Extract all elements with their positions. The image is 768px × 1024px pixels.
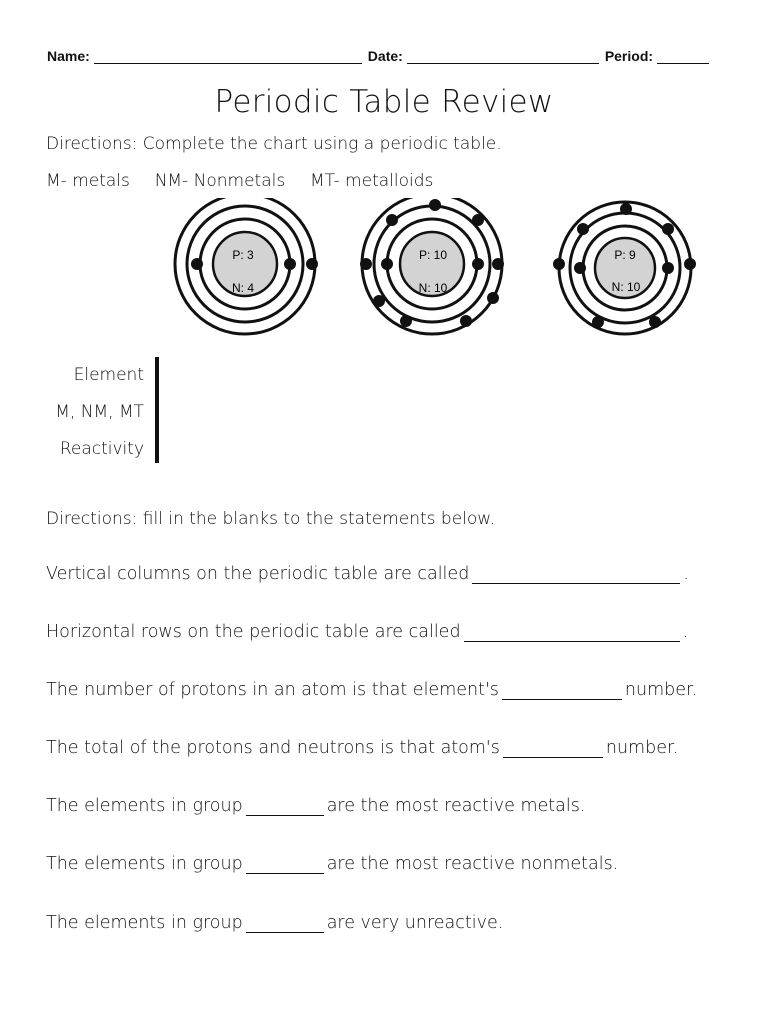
atom-diagrams-svg: [0, 198, 768, 338]
electron: [487, 292, 499, 304]
electron: [649, 316, 661, 328]
header-line: [47, 48, 727, 64]
statement-6: [46, 854, 618, 874]
legend-line: [46, 171, 433, 191]
answer-blank[interactable]: [246, 797, 324, 816]
statement-text: .: [683, 564, 689, 584]
statement-text: number.: [605, 738, 679, 758]
statement-text: Horizontal rows on the periodic table are called: [46, 622, 461, 642]
table-row: [156, 393, 159, 428]
atom-1-protons: P: 3: [232, 248, 254, 262]
electron: [284, 258, 296, 270]
period-label: Period:: [604, 48, 654, 64]
electron: [492, 258, 504, 270]
statement-3: [46, 680, 697, 700]
name-label: Name:: [47, 48, 90, 64]
electron: [662, 262, 674, 274]
statement-text: are the most reactive nonmetals.: [326, 854, 619, 874]
chart-cell[interactable]: [158, 358, 159, 393]
statement-text: are very unreactive.: [326, 913, 504, 933]
answer-blank[interactable]: [246, 914, 324, 933]
statement-text: The elements in group: [46, 913, 243, 933]
answer-blank[interactable]: [464, 623, 680, 642]
date-blank[interactable]: [407, 49, 599, 64]
statement-2: [46, 622, 688, 642]
statement-4: [46, 738, 678, 758]
statement-text: The elements in group: [46, 854, 243, 874]
electron: [553, 258, 565, 270]
atom-2-neutrons: N: 10: [418, 281, 448, 295]
atom-diagrams: [0, 198, 768, 338]
electron: [386, 214, 398, 226]
electron: [472, 214, 484, 226]
statement-text: are the most reactive metals.: [326, 796, 586, 816]
chart-cell[interactable]: [158, 393, 159, 428]
page-title: Periodic Table Review: [214, 84, 554, 120]
date-label: Date:: [367, 48, 403, 64]
atom-2: [360, 198, 504, 334]
electron: [662, 223, 674, 235]
statement-1: [46, 564, 689, 584]
directions-blanks: Directions: fill in the blanks to the statements below.: [46, 509, 496, 529]
chart-row-labels: [40, 357, 148, 468]
electron: [429, 199, 441, 211]
period-blank[interactable]: [657, 49, 709, 64]
statement-text: The number of protons in an atom is that element's: [46, 680, 499, 700]
chart-cell[interactable]: [158, 428, 159, 463]
atom-3-neutrons: N: 10: [611, 280, 641, 294]
electron: [460, 315, 472, 327]
statement-5: [46, 796, 585, 816]
row-label-element: Element: [73, 365, 144, 385]
electron: [472, 258, 484, 270]
atom-1: [175, 198, 318, 334]
electron: [381, 258, 393, 270]
answer-blank[interactable]: [502, 681, 622, 700]
electron: [400, 315, 412, 327]
answer-blank[interactable]: [246, 855, 324, 874]
electron: [306, 258, 318, 270]
electron: [574, 262, 586, 274]
statement-7: [46, 913, 503, 933]
answer-blank[interactable]: [503, 739, 603, 758]
atom-1-neutrons: N: 4: [231, 281, 255, 295]
legend-nonmetals: NM- Nonmetals: [154, 171, 286, 191]
electron: [191, 258, 203, 270]
electron: [592, 316, 604, 328]
statement-text: .: [682, 622, 689, 642]
atom-2-protons: P: 10: [418, 248, 448, 262]
legend-metals: M- metals: [46, 171, 130, 191]
legend-metalloids: MT- metalloids: [310, 171, 434, 191]
table-row: [156, 428, 159, 463]
electron: [620, 203, 632, 215]
electron: [577, 223, 589, 235]
statement-text: Vertical columns on the periodic table are called: [46, 564, 470, 584]
statement-text: The total of the protons and neutrons is that atom's: [46, 738, 500, 758]
atom-3-protons: P: 9: [614, 248, 636, 262]
statement-text: The elements in group: [46, 796, 243, 816]
name-blank[interactable]: [94, 49, 362, 64]
directions-chart: Directions: Complete the chart using a periodic table.: [46, 134, 502, 154]
chart-grid: [155, 357, 159, 463]
table-row: [156, 358, 159, 393]
electron: [373, 295, 385, 307]
row-label-reactivity: Reactivity: [59, 439, 144, 459]
atom-3: [553, 202, 696, 334]
row-label-classification: M, NM, MT: [55, 402, 144, 422]
answer-blank[interactable]: [472, 565, 680, 584]
electron: [684, 258, 696, 270]
electron: [360, 258, 372, 270]
statement-text: number.: [624, 680, 698, 700]
